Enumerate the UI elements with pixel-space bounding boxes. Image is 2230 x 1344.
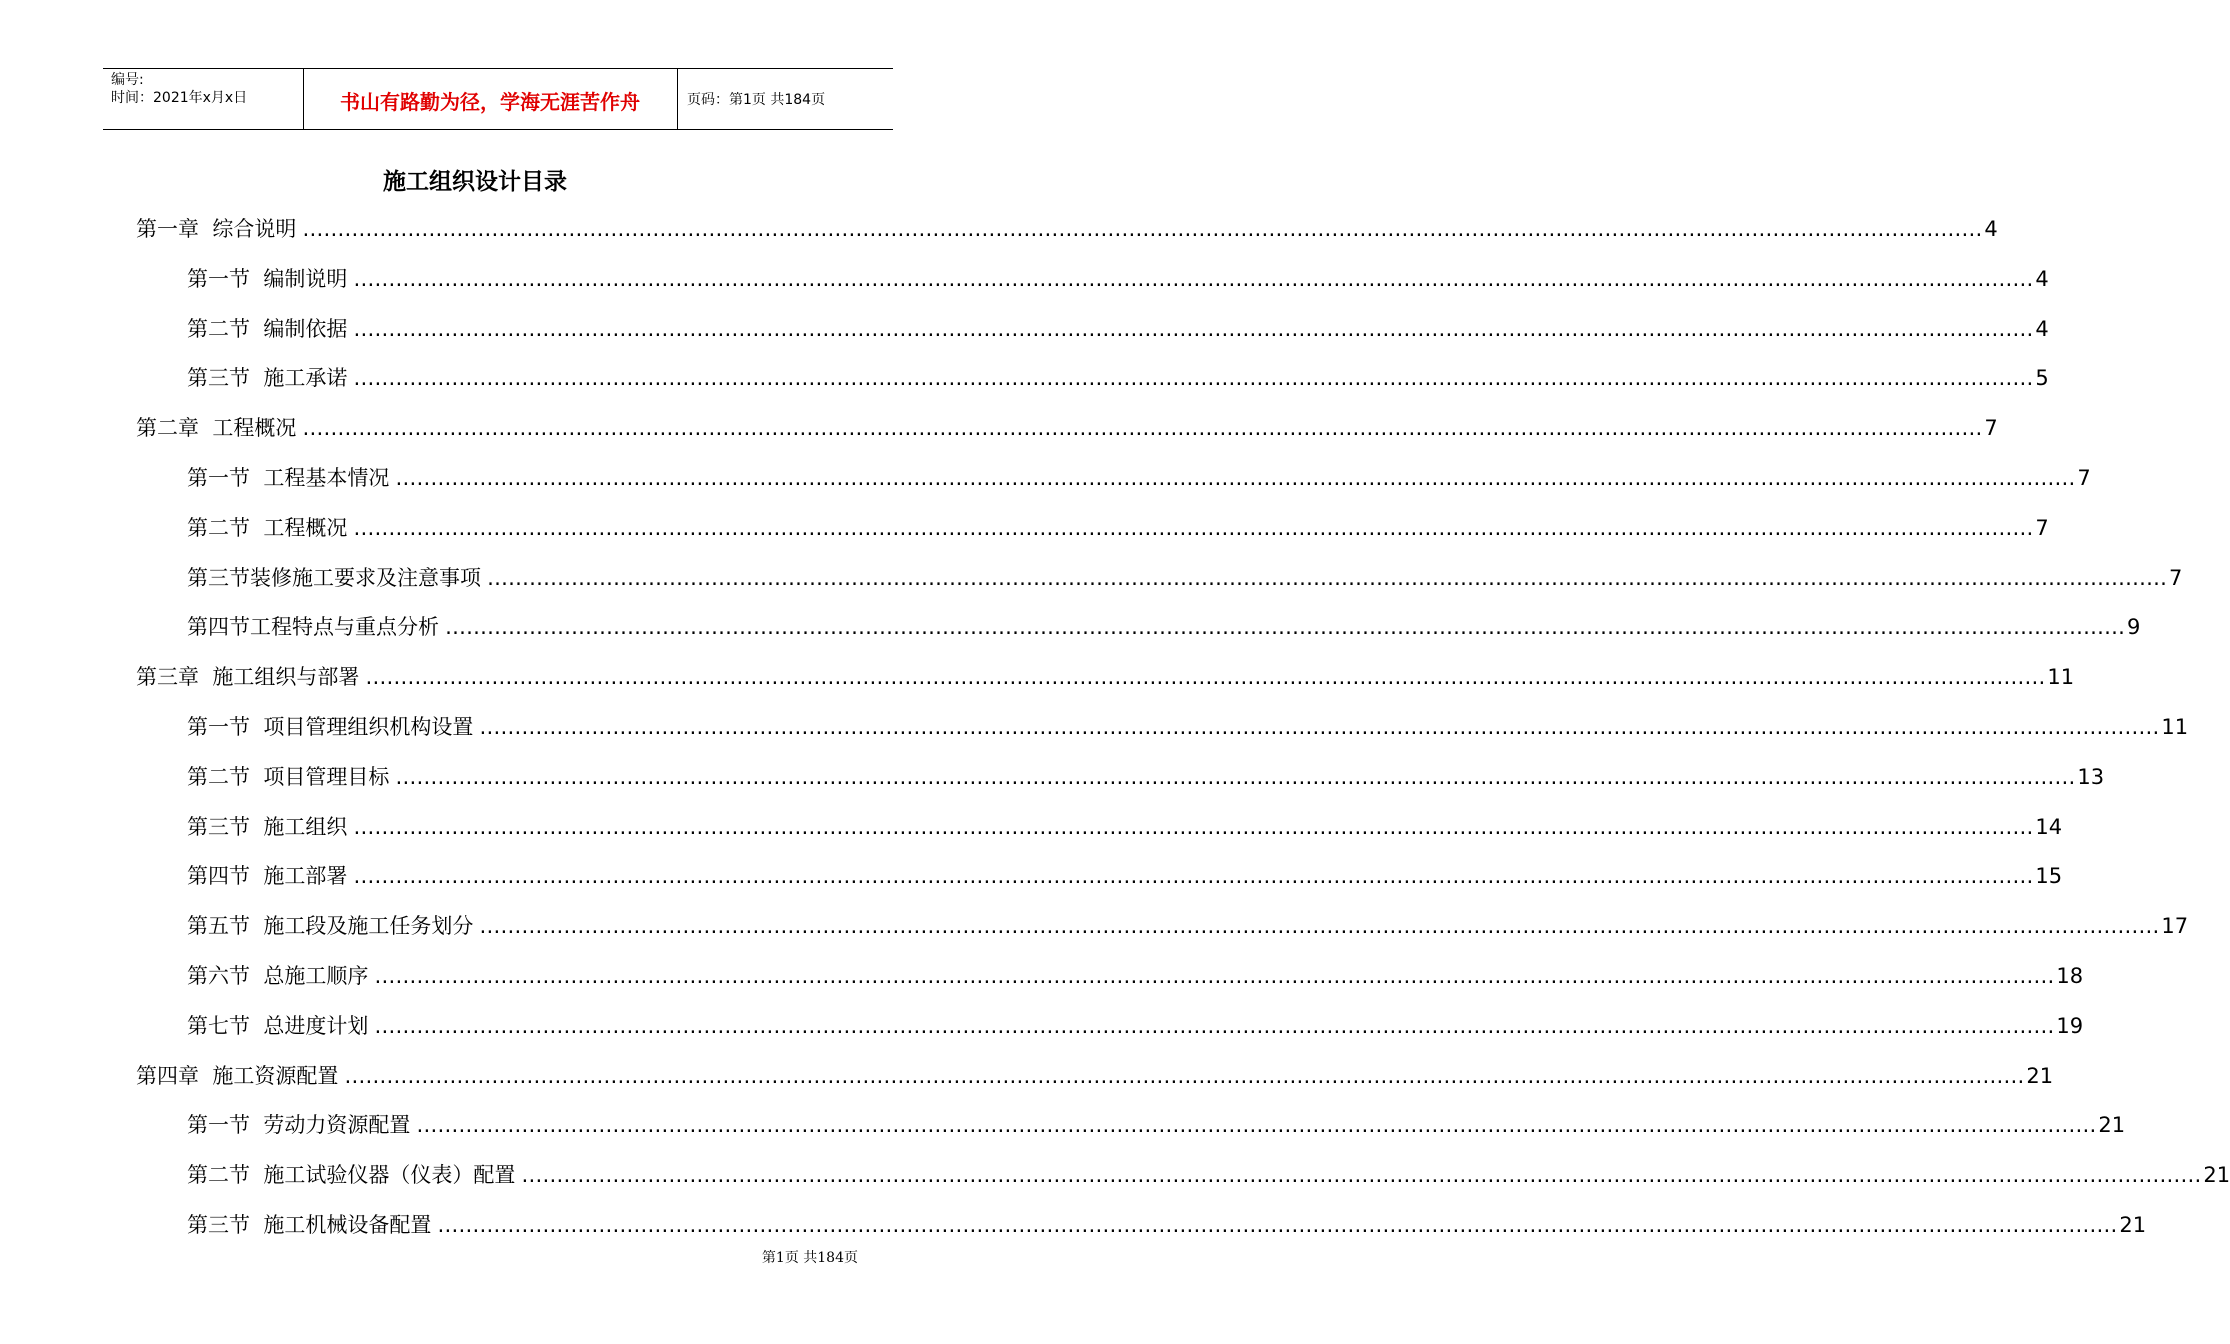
toc-entry-label: 第五节 施工段及施工任务划分 xyxy=(187,914,474,939)
toc-leader-dots: …………………………………………………………………………………………………………………………………………………………………………………………………………………… xyxy=(353,366,2034,391)
toc-page-number: 7 xyxy=(1984,416,1998,441)
header-divider xyxy=(677,69,678,129)
header-page-info: 页码：第1页 共184页 xyxy=(687,92,826,108)
toc-section-row xyxy=(187,961,2084,991)
toc-section-row xyxy=(187,314,2049,344)
toc-section-row xyxy=(187,1210,2147,1240)
page-footer: 第1页 共184页 xyxy=(761,1250,858,1266)
toc-entry-label: 第一节 劳动力资源配置 xyxy=(187,1113,411,1138)
toc-section-row xyxy=(187,612,2141,642)
toc-page-number: 15 xyxy=(2035,864,2063,889)
toc-leader-dots: …………………………………………………………………………………………………………………………………………………………………………………………………………………… xyxy=(353,864,2034,889)
toc-entry-label: 第一节 编制说明 xyxy=(187,266,348,291)
number-label: 编号: xyxy=(111,72,144,88)
toc-leader-dots: …………………………………………………………………………………………………………………………………………………………………………………………………………………… xyxy=(353,316,2034,341)
toc-page-number: 21 xyxy=(2119,1213,2147,1237)
toc-page-number: 13 xyxy=(2077,764,2105,789)
toc-entry-label: 第一节 工程基本情况 xyxy=(187,466,390,490)
toc-leader-dots: …………………………………………………………………………………………………………………………………………………………………………………………………………………… xyxy=(374,964,2055,988)
toc-section-row xyxy=(187,762,2105,792)
document-title: 施工组织设计目录 xyxy=(383,169,567,195)
toc-entry-label: 第二节 项目管理目标 xyxy=(187,764,390,789)
toc-entry-label: 第一节 项目管理组织机构设置 xyxy=(187,715,474,739)
toc-chapter-row xyxy=(136,413,1998,443)
toc-page-number: 11 xyxy=(2161,715,2189,739)
toc-page-number: 21 xyxy=(2203,1163,2230,1188)
toc-chapter-row xyxy=(136,1061,2054,1091)
toc-entry-label: 第三节 施工组织 xyxy=(187,814,348,839)
toc-leader-dots: …………………………………………………………………………………………………………………………………………………………………………………………………………………… xyxy=(353,266,2034,291)
toc-page-number: 21 xyxy=(2026,1063,2054,1088)
header-meta xyxy=(111,71,306,107)
toc-page-number: 19 xyxy=(2056,1013,2084,1038)
toc-entry-label: 第四节 施工部署 xyxy=(187,864,348,889)
toc-entry-label: 第二节 施工试验仪器（仪表）配置 xyxy=(187,1163,516,1188)
toc-leader-dots: …………………………………………………………………………………………………………………………………………………………………………………………………………………… xyxy=(302,416,1983,441)
toc-page-number: 21 xyxy=(2098,1113,2126,1138)
toc-entry-label: 第二章 工程概况 xyxy=(136,416,297,441)
time-label: 时间：2021年x月x日 xyxy=(111,90,248,106)
toc-entry-label: 第四节工程特点与重点分析 xyxy=(187,615,439,640)
toc-leader-dots: …………………………………………………………………………………………………………………………………………………………………………………………………………………… xyxy=(416,1113,2097,1138)
toc-page-number: 7 xyxy=(2077,466,2091,490)
toc-leader-dots: …………………………………………………………………………………………………………………………………………………………………………………………………………………… xyxy=(437,1213,2118,1237)
toc-section-row xyxy=(187,1110,2126,1140)
page-header xyxy=(103,68,893,130)
toc-leader-dots: …………………………………………………………………………………………………………………………………………………………………………………………………………………… xyxy=(521,1163,2202,1188)
toc-leader-dots: …………………………………………………………………………………………………………………………………………………………………………………………………………………… xyxy=(353,515,2034,540)
toc-entry-label: 第四章 施工资源配置 xyxy=(136,1063,339,1088)
toc-section-row xyxy=(187,812,2063,842)
toc-entry-label: 第三节装修施工要求及注意事项 xyxy=(187,565,481,590)
toc-leader-dots: …………………………………………………………………………………………………………………………………………………………………………………………………………………… xyxy=(374,1013,2055,1038)
toc-page-number: 18 xyxy=(2056,964,2084,988)
toc-page-number: 4 xyxy=(2035,316,2049,341)
toc-page-number: 7 xyxy=(2035,515,2049,540)
toc-page-number: 4 xyxy=(2035,266,2049,291)
toc-page-number: 7 xyxy=(2169,565,2183,590)
toc-leader-dots: …………………………………………………………………………………………………………………………………………………………………………………………………………………… xyxy=(479,715,2160,739)
toc-entry-label: 第一章 综合说明 xyxy=(136,217,297,241)
toc-entry-label: 第二节 工程概况 xyxy=(187,515,348,540)
toc-leader-dots: …………………………………………………………………………………………………………………………………………………………………………………………………………………… xyxy=(365,665,2046,690)
toc-entry-label: 第二节 编制依据 xyxy=(187,316,348,341)
header-motto: 书山有路勤为径，学海无涯苦作舟 xyxy=(340,90,640,114)
toc-leader-dots: …………………………………………………………………………………………………………………………………………………………………………………………………………………… xyxy=(445,615,2125,640)
toc-leader-dots: …………………………………………………………………………………………………………………………………………………………………………………………………………………… xyxy=(479,914,2160,939)
toc-section-row xyxy=(187,513,2049,543)
toc-chapter-row xyxy=(136,662,2075,692)
toc-entry-label: 第七节 总进度计划 xyxy=(187,1013,369,1038)
toc-leader-dots: …………………………………………………………………………………………………………………………………………………………………………………………………………………… xyxy=(344,1063,2025,1088)
toc-entry-label: 第六节 总施工顺序 xyxy=(187,964,369,988)
toc-page-number: 4 xyxy=(1984,217,1998,241)
toc-leader-dots: …………………………………………………………………………………………………………………………………………………………………………………………………………………… xyxy=(487,565,2167,590)
toc-section-row xyxy=(187,911,2189,941)
toc-leader-dots: …………………………………………………………………………………………………………………………………………………………………………………………………………………… xyxy=(302,217,1983,241)
toc-page-number: 14 xyxy=(2035,814,2063,839)
toc-section-row xyxy=(187,1160,2230,1190)
toc-leader-dots: …………………………………………………………………………………………………………………………………………………………………………………………………………………… xyxy=(395,764,2076,789)
toc-page-number: 9 xyxy=(2127,615,2141,640)
toc-entry-label: 第三节 施工机械设备配置 xyxy=(187,1213,432,1237)
toc-section-row xyxy=(187,1011,2084,1041)
toc-leader-dots: …………………………………………………………………………………………………………………………………………………………………………………………………………………… xyxy=(395,466,2076,490)
toc-section-row xyxy=(187,363,2049,393)
toc-page-number: 17 xyxy=(2161,914,2189,939)
toc-section-row xyxy=(187,264,2049,294)
toc-section-row xyxy=(187,563,2183,593)
toc-section-row xyxy=(187,463,2091,493)
toc-section-row xyxy=(187,712,2189,742)
toc-chapter-row xyxy=(136,214,1998,244)
toc-entry-label: 第三章 施工组织与部署 xyxy=(136,665,360,690)
toc-page-number: 11 xyxy=(2047,665,2075,690)
toc-section-row xyxy=(187,861,2063,891)
toc-entry-label: 第三节 施工承诺 xyxy=(187,366,348,391)
toc-leader-dots: …………………………………………………………………………………………………………………………………………………………………………………………………………………… xyxy=(353,814,2034,839)
toc-page-number: 5 xyxy=(2035,366,2049,391)
